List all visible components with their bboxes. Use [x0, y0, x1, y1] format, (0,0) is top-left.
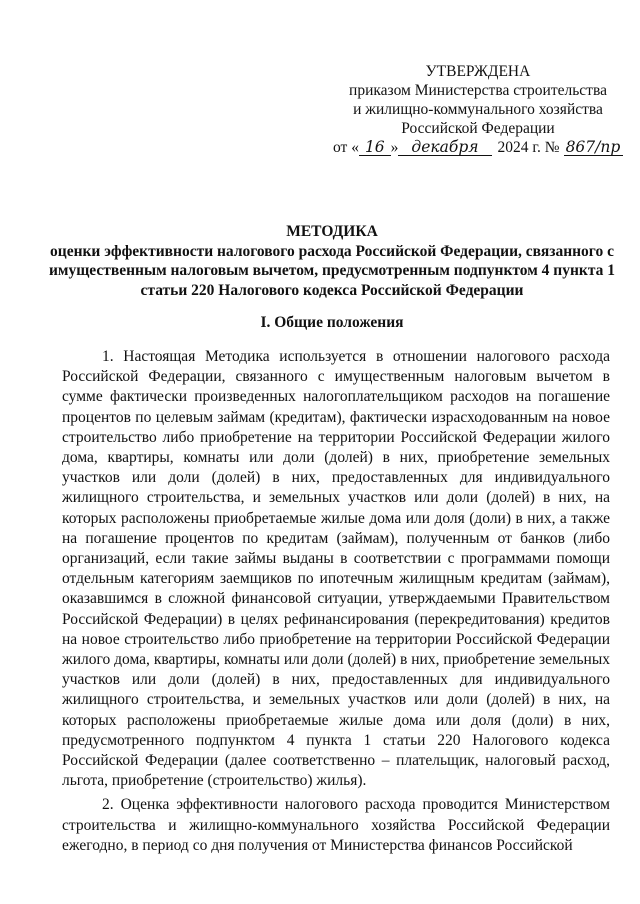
title-main: МЕТОДИКА — [286, 223, 378, 240]
approval-date-number-line — [333, 138, 623, 157]
title-subtitle: оценки эффективности налогового расхода Российской Федерации, связанного с имущественным налоговым вычетом, предусмотренным подпунктом 4 пункта 1 статьи 220 Налогового кодекса Российской Федерации — [48, 242, 616, 299]
approval-order-line: приказом Министерства строительства — [349, 82, 607, 99]
approval-country-line: Российской Федерации — [401, 120, 555, 137]
document-body — [62, 347, 610, 856]
document-title — [40, 222, 624, 300]
handwritten-month: декабря — [398, 139, 491, 156]
date-from-label: от « — [333, 139, 359, 156]
handwritten-day: 16 — [359, 139, 391, 156]
date-quote-close: » — [390, 139, 399, 156]
approval-ministry-line: и жилищно-коммунального хозяйства — [353, 101, 603, 118]
section-heading: I. Общие положения — [260, 314, 404, 331]
approval-stamp — [333, 62, 623, 157]
paragraph-2: 2. Оценка эффективности налогового расхода проводится Министерством строительства и жилищно-коммунального хозяйства Российской Федерации ежегодно, в период со дня получения от Министерства финансов Российской — [62, 796, 610, 854]
handwritten-order-number: 867/пр — [564, 139, 623, 156]
paragraph-1: 1. Настоящая Методика используется в отношении налогового расхода Российской Федерации, связанного с имущественным налоговым вычетом в сумме фактически произведенных налогоплательщиком расходов на погашение процентов по целевым займам (кредитам), фактически израсходованным на новое строительство либо приобретение на территории Российской Федерации жилого дома, квартиры, комнаты или доли (долей) в них, приобретение земельных участков или доли (долей) в них, предоставленных для индивидуального жилищного строительства, и земельных участков или доли (долей) в них, на которых расположены приобретаемые жилые дома или доля (доли) в них, а также на погашение процентов по кредитам (займам), полученным от банков (либо организаций, если такие займы выданы в соответствии с программами помощи отдельным категориям заемщиков по ипотечным жилищным кредитам (займам), оказавшимся в сложной финансовой ситуации, утверждаемыми Правительством Российской Федерации) в целях рефинансирования (перекредитования) кредитов на новое строительство либо приобретение на территории Российской Федерации жилого дома, квартиры, комнаты или доли (долей) в них, приобретение земельных участков или доли (долей) в них, предоставленных для индивидуального жилищного строительства, и земельных участков или доли (долей) в них, на которых расположены приобретаемые жилые дома или доля (доли) в них, предусмотренного подпунктом 4 пункта 1 статьи 220 Налогового кодекса Российской Федерации (далее соответственно – плательщик, налоговый расход, льгота, приобретение (строительство) жилья). — [62, 348, 610, 790]
year-number-label: 2024 г. № — [497, 139, 560, 156]
approval-heading: УТВЕРЖДЕНА — [425, 63, 531, 80]
